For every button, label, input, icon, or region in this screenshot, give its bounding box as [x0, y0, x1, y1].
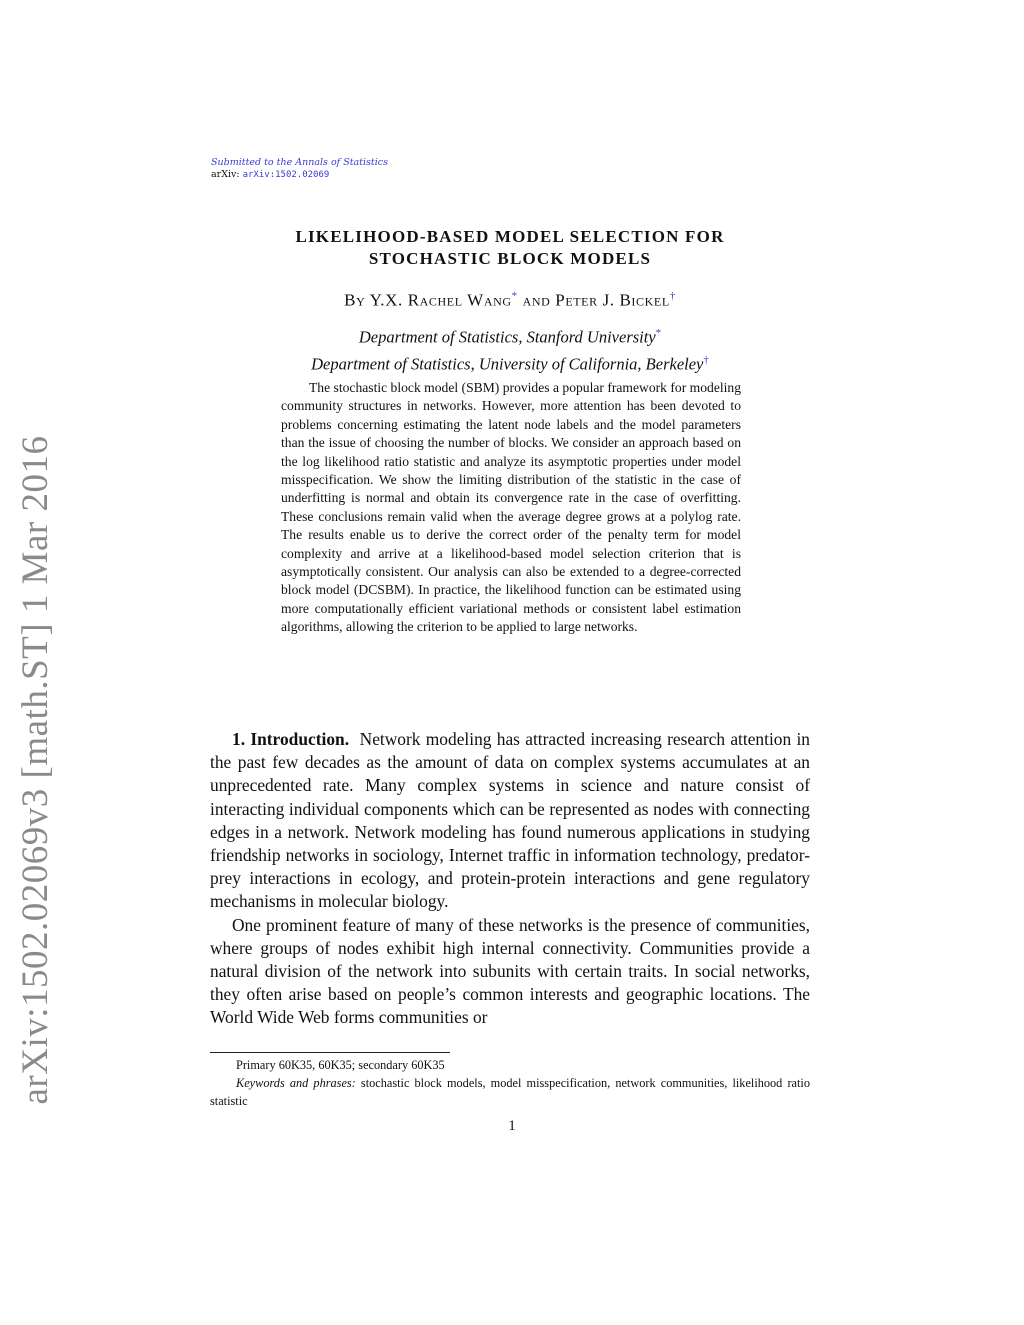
author-line	[211, 290, 809, 311]
page-number: 1	[508, 1118, 516, 1134]
footnote-divider	[210, 1052, 450, 1053]
title-line-1: LIKELIHOOD-BASED MODEL SELECTION FOR	[295, 227, 725, 246]
author-and: and	[522, 290, 551, 310]
affiliation-2-mark: †	[703, 353, 709, 366]
journal-submission-note: Submitted to the Annals of Statistics	[211, 157, 388, 168]
title-line-2: STOCHASTIC BLOCK MODELS	[368, 249, 652, 268]
author-1-mark[interactable]: *	[511, 290, 518, 302]
introduction-section	[210, 728, 810, 1030]
affiliation-1-text: Department of Statistics, Stanford University	[358, 327, 656, 347]
section-heading: 1. Introduction.	[232, 729, 350, 749]
author-2-mark[interactable]: †	[669, 290, 676, 302]
keywords-text: stochastic block models, model misspecification, network communities, likelihood ratio statistic	[210, 1076, 810, 1108]
keywords-note	[210, 1074, 810, 1110]
affiliation-1	[211, 322, 809, 349]
author-1: Y.X. Rachel Wang	[369, 290, 512, 310]
abstract: The stochastic block model (SBM) provides a popular framework for modeling community structures in networks. However, more attention has been devoted to problems concerning estimating the latent node labels and the model parameters than the issue of choosing the number of blocks. We consider an approach based on the log likelihood ratio statistic and analyze its asymptotic properties under model misspecification. We show the limiting distribution of the statistic in the case of underfitting is normal and obtain its convergence rate in the case of overfitting. These conclusions remain valid when the average degree grows at a polylog rate. The results enable us to derive the correct order of the penalty term for model complexity and arrive at a likelihood-based model selection criterion that is asymptotically consistent. Our analysis can also be extended to a degree-corrected block model (DCSBM). In practice, the likelihood function can be estimated using more computationally efficient variational methods or consistent label estimation algorithms, allowing the criterion to be applied to large networks.	[281, 380, 741, 635]
arxiv-sidebar-stamp: arXiv:1502.02069v3 [math.ST] 1 Mar 2016	[15, 435, 56, 1105]
author-by: By	[344, 290, 366, 310]
author-2: Peter J. Bickel	[555, 290, 670, 310]
affiliation-1-mark: *	[655, 327, 662, 339]
intro-paragraph-1	[210, 728, 810, 914]
arxiv-prefix: arXiv:	[211, 169, 240, 180]
footnotes	[210, 1056, 810, 1110]
affiliation-2-text: Department of Statistics, University of California, Berkeley	[311, 354, 704, 373]
affiliations	[211, 322, 809, 375]
intro-paragraph-1-text: Network modeling has attracted increasing research attention in the past few decades as the amount of data on complex systems accumulates at an unprecedented rate. Many complex systems in science and nature consist of interacting individual components which can be represented as nodes with connecting edges in a network. Network modeling has found numerous applications in studying friendship networks in sociology, Internet traffic in information technology, predator-prey interactions in ecology, and protein-protein interactions and gene regulatory mechanisms in molecular biology.	[210, 729, 810, 912]
paper-title	[211, 226, 809, 270]
arxiv-id-link[interactable]: arXiv:1502.02069	[242, 170, 330, 180]
intro-paragraph-2: One prominent feature of many of these networks is the presence of communities, where groups of nodes exhibit high internal connectivity. Communities provide a natural division of the network into subunits with certain traits. In social networks, they often arise based on people’s common interests and geographic locations. The World Wide Web forms communities or	[210, 914, 810, 1028]
arxiv-line	[211, 169, 388, 181]
keywords-label: Keywords and phrases:	[236, 1076, 356, 1090]
classification-note: Primary 60K35, 60K35; secondary 60K35	[236, 1058, 445, 1072]
affiliation-2	[211, 349, 809, 376]
journal-header	[211, 157, 388, 181]
